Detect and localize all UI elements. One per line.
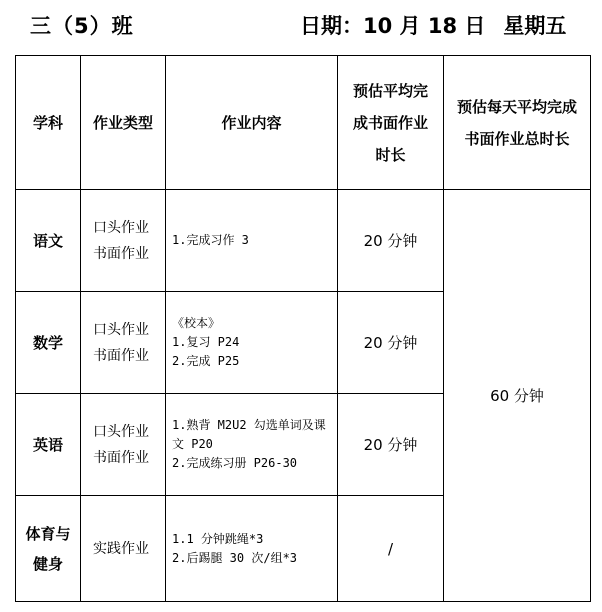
class-name: 三（5）班 [30, 14, 134, 38]
table-header-row [16, 56, 591, 190]
daily-total-time-cell: 60 分钟 [444, 190, 591, 602]
header-homework-type: 作业类型 [81, 56, 166, 190]
header-daily-total-time: 预估每天平均完成 书面作业总时长 [444, 56, 591, 190]
homework-type-cell: 口头作业 书面作业 [81, 292, 166, 394]
homework-content-cell: 1.熟背 M2U2 勾选单词及课 文 P20 2.完成练习册 P26-30 [166, 394, 338, 496]
estimated-time-cell: / [338, 496, 444, 602]
homework-type-cell: 口头作业 书面作业 [81, 190, 166, 292]
subject-cell: 数学 [16, 292, 81, 394]
estimated-time-cell: 20 分钟 [338, 394, 444, 496]
header-subject: 学科 [16, 56, 81, 190]
subject-cell: 体育与 健身 [16, 496, 81, 602]
page-header [0, 6, 602, 46]
homework-content-cell: 《校本》 1.复习 P24 2.完成 P25 [166, 292, 338, 394]
homework-table [15, 55, 591, 602]
homework-content-cell: 1.1 分钟跳绳*3 2.后踢腿 30 次/组*3 [166, 496, 338, 602]
table-row [16, 190, 591, 292]
subject-cell: 语文 [16, 190, 81, 292]
estimated-time-cell: 20 分钟 [338, 292, 444, 394]
homework-content-cell: 1.完成习作 3 [166, 190, 338, 292]
weekday: 星期五 [503, 14, 567, 38]
homework-type-cell: 实践作业 [81, 496, 166, 602]
homework-type-cell: 口头作业 书面作业 [81, 394, 166, 496]
estimated-time-cell: 20 分钟 [338, 190, 444, 292]
date: 日期：10 月 18 日 [300, 14, 486, 38]
header-estimated-time: 预估平均完 成书面作业 时长 [338, 56, 444, 190]
header-homework-content: 作业内容 [166, 56, 338, 190]
subject-cell: 英语 [16, 394, 81, 496]
date-line [300, 10, 566, 40]
